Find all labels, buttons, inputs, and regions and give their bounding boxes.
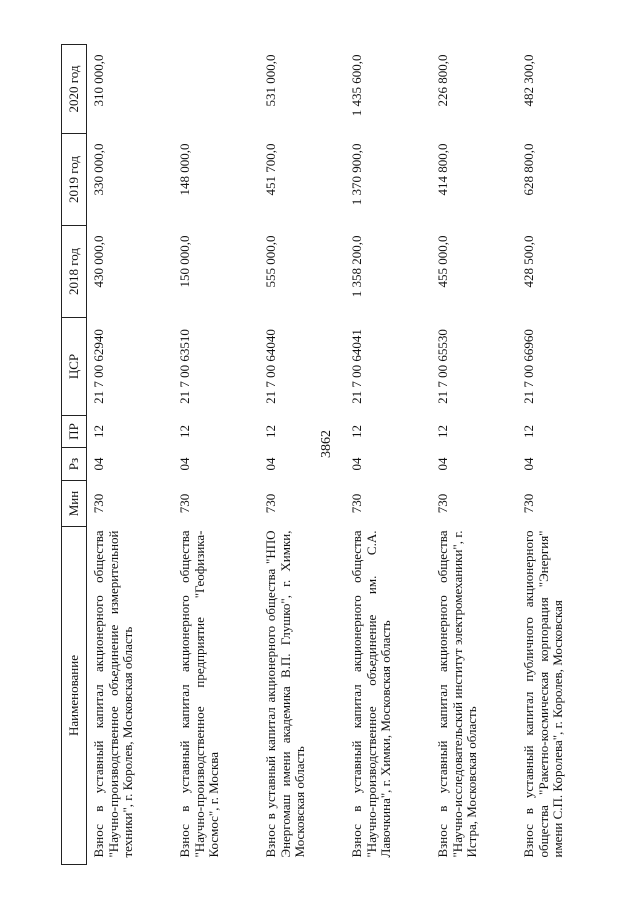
row-csr: 21 7 00 63510	[177, 329, 192, 404]
header-min: Мин	[62, 481, 87, 527]
row-name: Взнос в уставный капитал публичного акционерного общества "Ракетно-космическая корпорация "Энергия" имени С.П. Королева", г. Королев, Московская	[521, 530, 566, 858]
row-name: Взнос в уставный капитал акционерного общества "Научно-производственное предприятие "Геофизика-Космос", г. Москва	[177, 530, 222, 858]
row-min: 730	[521, 493, 536, 514]
row-name: Взнос в уставный капитал акционерного общества "Научно-производственное объединение им. С.А. Лавочкина", г. Химки, Московская область	[349, 530, 394, 858]
row-rz: 04	[349, 457, 364, 471]
row-2020: 310 000,0	[91, 54, 106, 107]
row-rz: 04	[435, 457, 450, 471]
header-2020: 2020 год	[62, 45, 87, 134]
row-2020: 226 800,0	[435, 54, 450, 107]
row-pr: 12	[177, 425, 192, 438]
row-rz: 04	[91, 457, 106, 471]
row-csr: 21 7 00 62940	[91, 329, 106, 404]
row-min: 730	[349, 493, 364, 514]
row-2019: 628 800,0	[521, 143, 536, 196]
row-2020	[173, 45, 259, 134]
row-2018: 430 000,0	[91, 235, 106, 288]
row-name: Взнос в уставный капитал акционерного общества "НПО Энергомаш имени академика В.П. Глушко", г. Химки, Московская область	[263, 530, 308, 858]
row-pr: 12	[435, 425, 450, 438]
table-header	[62, 45, 87, 865]
table-row	[431, 45, 517, 865]
row-min: 730	[263, 493, 278, 514]
header-name: Наименование	[62, 527, 87, 865]
row-2020: 1 435 600,0	[349, 54, 364, 117]
header-2018: 2018 год	[62, 226, 87, 318]
row-name: Взнос в уставный капитал акционерного общества "Научно-исследовательский институт электромеханики", г. Истра, Московская область	[435, 530, 480, 858]
table-row	[173, 45, 259, 865]
row-rz: 04	[521, 457, 536, 471]
row-2020: 482 300,0	[521, 54, 536, 107]
row-csr: 21 7 00 64040	[263, 329, 278, 404]
row-2019: 1 370 900,0	[349, 143, 364, 206]
row-csr: 21 7 00 66960	[521, 329, 536, 404]
budget-table-block	[61, 45, 576, 865]
header-pr: ПР	[62, 416, 87, 448]
row-pr: 12	[91, 425, 106, 438]
row-2018: 555 000,0	[263, 235, 278, 288]
row-rz: 04	[263, 457, 278, 471]
row-pr: 12	[349, 425, 364, 438]
row-2019: 148 000,0	[177, 143, 192, 196]
row-2018: 1 358 200,0	[349, 235, 364, 298]
row-2019: 451 700,0	[263, 143, 278, 196]
row-2020: 531 000,0	[263, 54, 278, 107]
budget-table	[61, 44, 603, 865]
row-name: Взнос в уставный капитал акционерного общества "Научно-производственное объединение измерительной техники", г. Королев, Московская область	[91, 530, 136, 858]
row-pr: 12	[521, 425, 536, 438]
table-row	[517, 45, 603, 865]
table-body	[87, 45, 604, 865]
row-csr: 21 7 00 65530	[435, 329, 450, 404]
row-2018: 455 000,0	[435, 235, 450, 288]
row-rz: 04	[177, 457, 192, 471]
header-rz: Рз	[62, 448, 87, 481]
table-row	[87, 45, 174, 865]
row-min: 730	[177, 493, 192, 514]
row-pr: 12	[263, 425, 278, 438]
row-2019: 330 000,0	[91, 143, 106, 196]
row-csr: 21 7 00 64041	[349, 329, 364, 404]
row-min: 730	[435, 493, 450, 514]
row-min: 730	[91, 493, 106, 514]
header-2019: 2019 год	[62, 134, 87, 226]
row-2018: 428 500,0	[521, 235, 536, 288]
header-csr: ЦСР	[62, 318, 87, 416]
table-row	[259, 45, 345, 865]
row-2019: 414 800,0	[435, 143, 450, 196]
header-row	[62, 45, 87, 865]
table-row	[345, 45, 431, 865]
page-number: 3862	[319, 430, 334, 458]
row-2018: 150 000,0	[177, 235, 192, 288]
